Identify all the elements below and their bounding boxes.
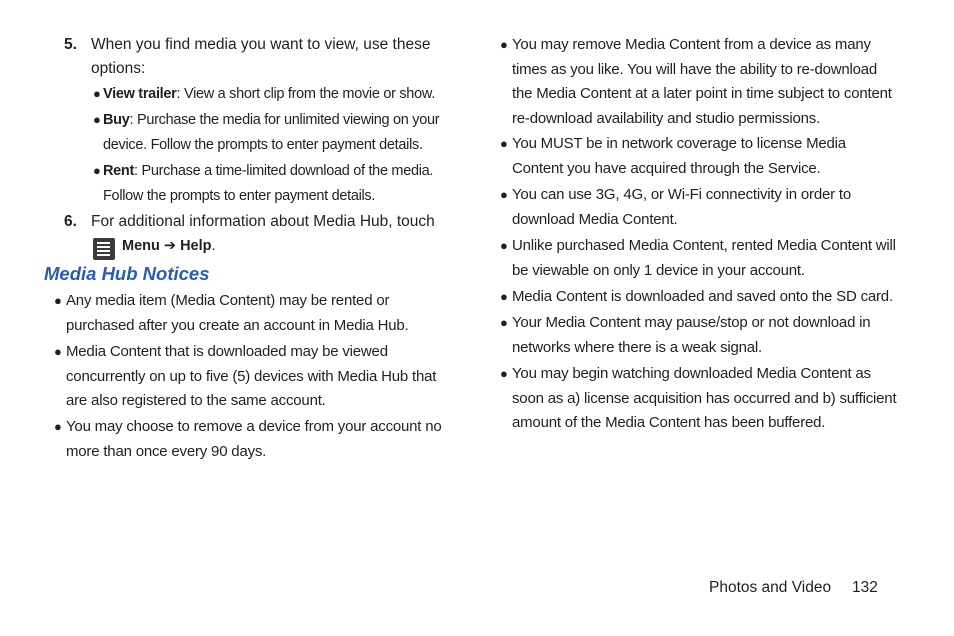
notice-item: ● You can use 3G, 4G, or Wi-Fi connectivity in order to download Media Content. — [500, 183, 900, 233]
bullet-icon: ● — [54, 293, 62, 308]
notice-item: ● Unlike purchased Media Content, rented Media Content will be viewable on only 1 device in your account. — [500, 234, 900, 284]
step-number: 6. — [64, 213, 77, 230]
option-label: Rent — [103, 163, 135, 179]
bullet-icon: ● — [93, 86, 101, 101]
option-label: View trailer — [103, 86, 177, 102]
arrow-icon: ➔ — [159, 238, 181, 254]
section-heading: Media Hub Notices — [44, 263, 210, 284]
bullet-icon: ● — [500, 366, 508, 381]
bullet-icon: ● — [54, 419, 62, 434]
option-buy — [93, 108, 453, 158]
bullet-icon: ● — [93, 163, 101, 178]
option-label: Buy — [103, 112, 130, 128]
menu-icon — [93, 238, 115, 260]
bullet-icon: ● — [93, 112, 101, 127]
bullet-icon: ● — [500, 238, 508, 253]
notice-item: ● You may remove Media Content from a device as many times as you like. You will have the ability to re-download the Media Content at a later point in time subject to content re-download availability and studio permissions. — [500, 33, 900, 133]
bullet-icon: ● — [500, 136, 508, 151]
page-number: 132 — [852, 579, 878, 596]
notice-item: ● You may choose to remove a device from your account no more than once every 90 days. — [54, 415, 454, 465]
bullet-icon: ● — [500, 289, 508, 304]
period: . — [211, 238, 216, 254]
footer-section-title: Photos and Video — [709, 579, 832, 596]
notice-item: ● Your Media Content may pause/stop or not download in networks where there is a weak signal. — [500, 311, 900, 361]
step-text: For additional information about Media Hub, touch — [91, 213, 435, 230]
menu-label: Menu — [122, 238, 160, 254]
help-label: Help — [180, 238, 212, 254]
bullet-icon: ● — [500, 37, 508, 52]
notice-item: ● You MUST be in network coverage to license Media Content you have acquired through the Service. — [500, 132, 900, 182]
step-number: 5. — [64, 36, 77, 53]
option-view-trailer — [93, 82, 453, 107]
notice-item: ● You may begin watching downloaded Media Content as soon as a) license acquisition has occurred and b) sufficient amount of the Media Content has been buffered. — [500, 362, 900, 437]
option-text: : Purchase a time-limited download of the media. Follow the prompts to enter payment details. — [103, 163, 434, 204]
bullet-icon: ● — [500, 315, 508, 330]
step-6-instruction — [122, 234, 322, 258]
notice-item: ● Media Content is downloaded and saved onto the SD card. — [500, 285, 900, 310]
step-text: When you find media you want to view, use these options: — [91, 36, 431, 77]
option-text: : Purchase the media for unlimited viewing on your device. Follow the prompts to enter payment details. — [103, 112, 440, 153]
notice-item: ● Any media item (Media Content) may be rented or purchased after you create an account in Media Hub. — [54, 289, 454, 339]
option-text: : View a short clip from the movie or show. — [176, 86, 435, 102]
notice-item: ● Media Content that is downloaded may be viewed concurrently on up to five (5) devices with Media Hub that are also registered to the same account. — [54, 340, 454, 415]
step-6 — [64, 210, 444, 236]
option-rent — [93, 159, 453, 209]
bullet-icon: ● — [500, 187, 508, 202]
step-5 — [64, 33, 444, 83]
bullet-icon: ● — [54, 344, 62, 359]
